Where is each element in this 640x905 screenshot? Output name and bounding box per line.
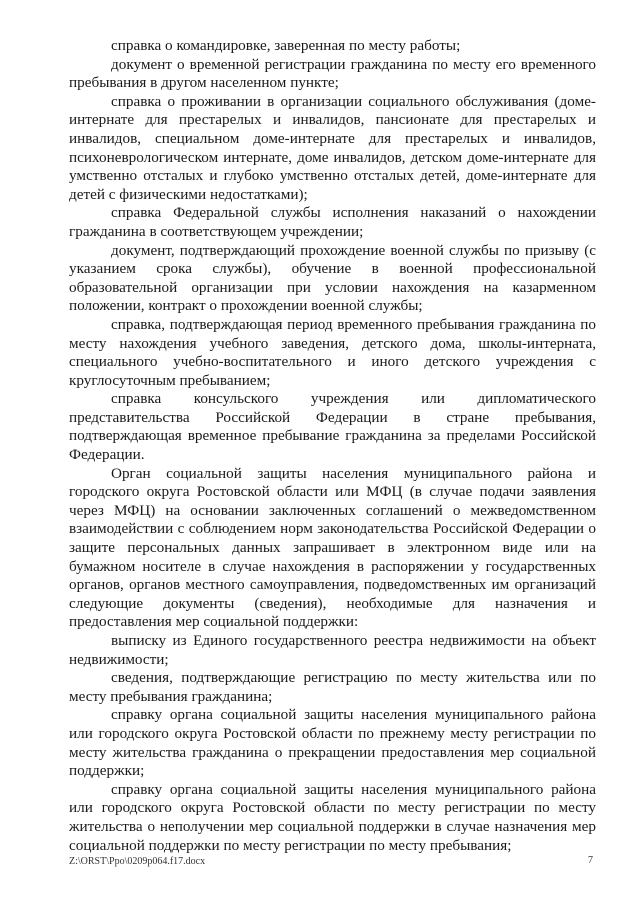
paragraph-non-receipt-certificate: справку органа социальной защиты населения муниципального района или городского округа Ростовской области по месту регистрации по месту жительства о неполучении мер социальной поддержки в случае назначения мер социальной поддержки по месту регистрации по месту пребывания; bbox=[69, 780, 596, 854]
paragraph-temporary-registration: документ о временной регистрации гражданина по месту его временного пребывания в другом населенном пункте; bbox=[69, 55, 596, 92]
paragraph-business-trip-certificate: справка о командировке, заверенная по месту работы; bbox=[111, 37, 461, 54]
paragraph-military-service: документ, подтверждающий прохождение военной службы по призыву (с указанием срока службы), обучение в военной профессиональной образовательной организации при условии нахождения на казарменном положении, контракт о прохождении военной службы; bbox=[69, 241, 596, 315]
paragraph-social-institution-residence: справка о проживании в организации социального обслуживания (доме-интернате для престарелых и инвалидов, пансионате для престарелых и инвалидов, специальном доме-интернате для престарелых и инвалидов, психоневрологическом интернате, доме инвалидов, детском доме-интернате для умственно отсталых и глубоко умственно отсталых детей, доме-интернате для детей с физическими недостатками); bbox=[69, 92, 596, 203]
footer-page-number: 7 bbox=[588, 855, 593, 866]
footer-file-path: Z:\ORST\Ppo\0209p064.f17.docx bbox=[69, 856, 206, 867]
paragraph-property-register-extract: выписку из Единого государственного реестра недвижимости на объект недвижимости; bbox=[69, 632, 596, 668]
document-body bbox=[69, 37, 596, 855]
paragraph-registration-info: сведения, подтверждающие регистрацию по месту жительства или по месту пребывания гражданина; bbox=[69, 669, 596, 705]
paragraph-educational-stay: справка, подтверждающая период временного пребывания гражданина по месту нахождения учебного заведения, детского дома, школы-интерната, специального учебно-воспитательного и иного детского учреждения с круглосуточным пребыванием; bbox=[69, 315, 596, 389]
paragraph-termination-certificate: справку органа социальной защиты населения муниципального района или городского округа Ростовской области по прежнему месту регистрации по месту жительства гражданина о прекращении предоставления мер социальной поддержки; bbox=[69, 706, 596, 780]
paragraph-penitentiary-certificate: справка Федеральной службы исполнения наказаний о нахождении гражданина в соответствующем учреждении; bbox=[69, 204, 596, 240]
paragraph-consular-certificate: справка консульского учреждения или дипломатического представительства Российской Федерации в стране пребывания, подтверждающая временное пребывание гражданина за пределами Российской Федерации. bbox=[69, 390, 596, 464]
paragraph-interagency-request: Орган социальной защиты населения муниципального района и городского округа Ростовской области или МФЦ (в случае подачи заявления через МФЦ) на основании заключенных соглашений о межведомственном взаимодействии с соблюдением норм законодательства Российской Федерации о защите персональных данных запрашивает в электронном виде или на бумажном носителе в случае нахождения в распоряжении у государственных органов, органов местного самоуправления, подведомственных им организаций следующие документы (сведения), необходимые для назначения и предоставления мер социальной поддержки: bbox=[69, 464, 596, 631]
